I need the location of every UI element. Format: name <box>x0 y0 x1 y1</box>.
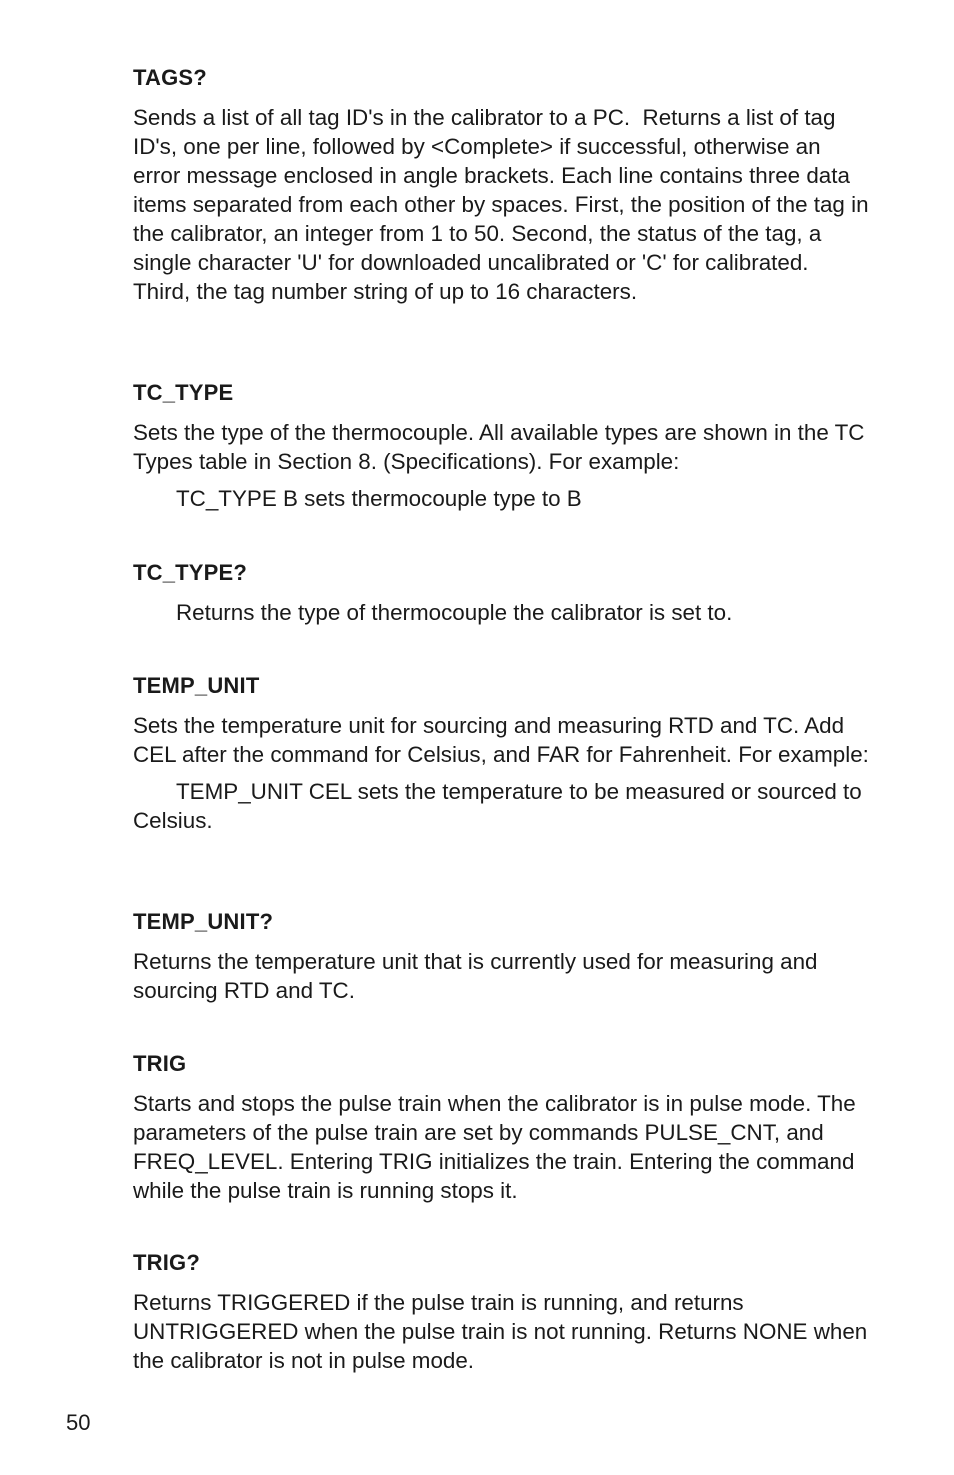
section-tc-type-query <box>133 561 873 627</box>
command-example: TC_TYPE B sets thermocouple type to B <box>176 486 582 511</box>
command-heading: TAGS? <box>133 65 207 90</box>
command-heading: TEMP_UNIT <box>133 673 260 698</box>
command-description: Returns the type of thermocouple the calibrator is set to. <box>176 600 733 625</box>
command-heading: TC_TYPE? <box>133 560 248 585</box>
command-description: Sets the type of the thermocouple. All available types are shown in the TC Types table in Section 8. (Specifications). For example: <box>133 420 871 474</box>
command-description: Returns TRIGGERED if the pulse train is running, and returns UNTRIGGERED when the pulse train is not running. Returns NONE when the calibrator is not in pulse mode. <box>133 1290 874 1373</box>
section-trig-query <box>133 1251 873 1375</box>
command-heading: TEMP_UNIT? <box>133 909 274 934</box>
section-temp-unit-query <box>133 910 873 1005</box>
section-trig <box>133 1052 873 1205</box>
command-description: Starts and stops the pulse train when the calibrator is in pulse mode. The parameters of the pulse train are set by commands PULSE_CNT, and FREQ_LEVEL. Entering TRIG initializes the train. Entering the command while the pulse train is running stops it. <box>133 1091 862 1203</box>
command-heading: TRIG? <box>133 1250 200 1275</box>
command-description: Returns the temperature unit that is currently used for measuring and sourcing RTD and TC. <box>133 949 824 1003</box>
command-description: Sends a list of all tag ID's in the calibrator to a PC. Returns a list of tag ID's, one per line, followed by <Complete> if successful, otherwise an error message enclosed in angle brackets. Each line contains three data items separated from each other by spaces. First, the position of the tag in the calibrator, an integer from 1 to 50. Second, the status of the tag, a single character 'U' for downloaded uncalibrated or 'C' for calibrated. Third, the tag number string of up to 16 characters. <box>133 105 875 304</box>
command-description: Sets the temperature unit for sourcing and measuring RTD and TC. Add CEL after the command for Celsius, and FAR for Fahrenheit. For example: <box>133 713 869 767</box>
command-heading: TRIG <box>133 1051 187 1076</box>
command-heading: TC_TYPE <box>133 380 234 405</box>
section-temp-unit <box>133 674 873 835</box>
page-number: 50 <box>66 1410 91 1435</box>
section-tags-query <box>133 66 873 306</box>
section-tc-type <box>133 381 873 513</box>
command-example: TEMP_UNIT CEL sets the temperature to be measured or sourced to Celsius. <box>133 779 868 833</box>
